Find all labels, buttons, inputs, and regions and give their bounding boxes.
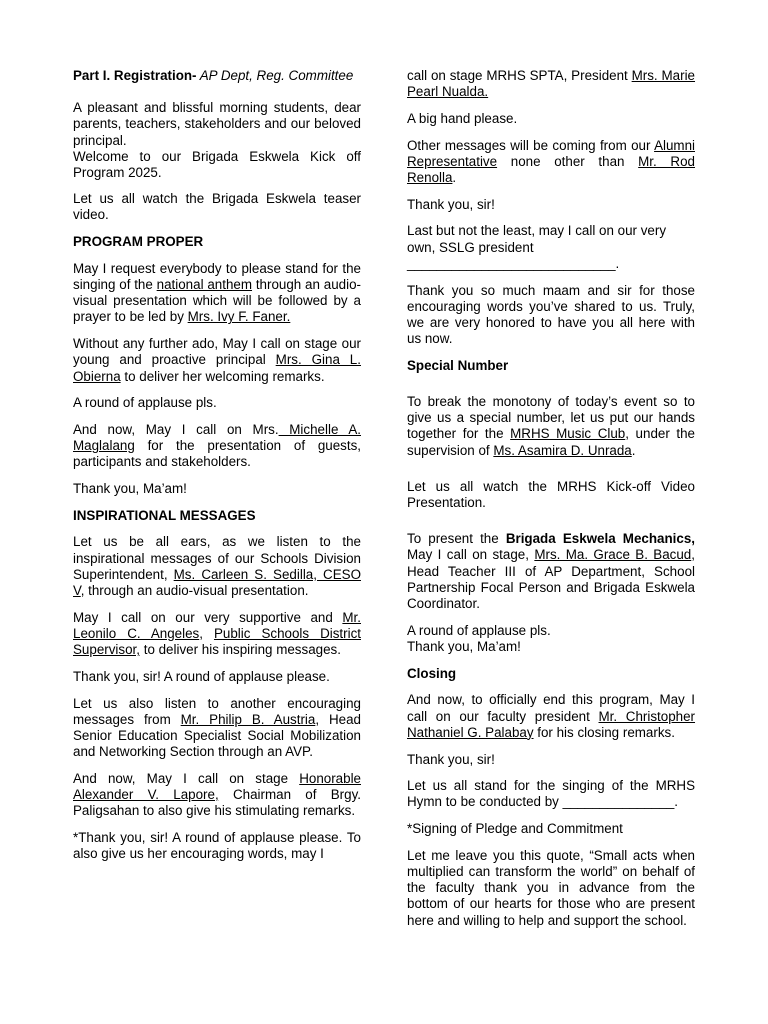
chairman-paragraph [73, 771, 361, 820]
principal-name: Mrs. Gina L. Obierna [73, 352, 361, 384]
spta-president-name: Mrs. Marie Pearl Nualda. [407, 68, 696, 100]
closing-paragraph [407, 692, 695, 741]
left-column [73, 68, 361, 873]
mechanics-paragraph [407, 531, 695, 612]
presenter-name: Michelle A. Maglalang [73, 421, 361, 454]
text: , through an audio-visual presentation. [80, 583, 309, 599]
text: through an audio-visual presentation which will be followed by a prayer to be led by [73, 277, 361, 325]
spta-intro-paragraph: *Thank you, sir! A round of applause please. To also give us her encouraging words, may I [73, 830, 361, 862]
text: to deliver his inspiring messages. [140, 642, 341, 658]
anthem-link: national anthem [156, 277, 253, 293]
registration-heading [73, 68, 361, 84]
program-proper-heading: PROGRAM PROPER [73, 234, 204, 250]
big-hand-line: A big hand please. [407, 110, 518, 126]
welcome-paragraph [73, 100, 361, 181]
music-club-paragraph [407, 394, 695, 459]
specialist-name: Mr. Philip B. Austria [180, 711, 316, 727]
inspirational-heading: INSPIRATIONAL MESSAGES [73, 507, 256, 523]
text: , Head Senior Education Specialist Social Mobilization and Networking Section through an AVP. [73, 711, 361, 760]
text: . [452, 170, 457, 186]
welcome-line1: A pleasant and blissful morning students, dear parents, teachers, stakeholders and our beloved principal. [73, 100, 361, 148]
quote-paragraph: Let me leave you this quote, “Small acts when multiplied can transform the world” on behalf of the faculty thank you in advance from the bottom of our hearts for those who are present here and willing to help and support the school. [407, 847, 695, 928]
text: Without any further ado, May I call on stage our young and proactive principal [73, 336, 361, 368]
video-paragraph: Let us all watch the MRHS Kick-off Video Presentation. [407, 478, 695, 511]
text: And now, May I call on stage [73, 770, 300, 786]
coordinator-name: Mrs. Ma. Grace B. Bacud [534, 547, 692, 563]
text: To break the monotony of today’s event so to give us a special number, let us put our hands together for the [407, 394, 695, 442]
text: Other messages will be coming from our [407, 137, 655, 153]
text: May I call on our very supportive and [73, 609, 343, 625]
text: call on stage MRHS SPTA, President [407, 68, 632, 83]
thanks-line: Thank you, Ma’am! [73, 481, 187, 497]
text: Let us also listen to another encouraging messages from [73, 695, 361, 727]
heading-italic: AP Dept, Reg. Committee [196, 68, 354, 83]
text: May I request everybody to please stand for the singing of the [73, 260, 361, 293]
honored-paragraph: Thank you so much maam and sir for those encouraging words you’ve shared to us. Truly, we are very honored to have you all here with us now. [407, 282, 695, 347]
text: for his closing remarks. [533, 724, 675, 740]
applause-line: A round of applause pls. [73, 395, 217, 411]
welcome-line2: Welcome to our Brigada Eskwela Kick off Program 2025. [73, 148, 361, 181]
text: Last but not the least, may I call on our very own, SSLG president [407, 223, 667, 255]
text: Chairman of Brgy. Paligsahan to also give his stimulating remarks. [73, 787, 362, 819]
pledge-line: *Signing of Pledge and Commitment [407, 821, 623, 837]
specialist-paragraph [73, 696, 361, 761]
sslg-blank: ____________________________. [407, 255, 620, 271]
principal-paragraph [73, 336, 361, 385]
spta-paragraph [407, 68, 695, 100]
sslg-paragraph [407, 223, 695, 272]
prayer-leader-name: Mrs. Ivy F. Faner. [187, 309, 291, 325]
text: to deliver her welcoming remarks. [120, 368, 325, 384]
faculty-president-name: Mr. Christopher Nathaniel G. Palabay [407, 708, 696, 740]
right-column [407, 68, 695, 939]
text: And now, May I call on Mrs. [73, 421, 279, 437]
text: A round of applause pls. [407, 622, 551, 638]
anthem-paragraph [73, 261, 361, 326]
thanks-applause-line: Thank you, sir! A round of applause please. [73, 668, 330, 684]
music-club-name: MRHS Music Club [510, 426, 626, 442]
guests-paragraph [73, 422, 361, 471]
special-number-heading: Special Number [407, 357, 509, 373]
text: Let us be all ears, as we listen to the inspirational messages of our Schools Division Superintendent, [73, 534, 361, 582]
thanks-sir-line: Thank you, sir! [407, 196, 495, 212]
text: none other than [497, 153, 639, 169]
alumni-label: Alumni Representative [407, 137, 695, 169]
text: Thank you, Ma’am! [407, 638, 521, 654]
text: for the presentation of guests, participants and stakeholders. [73, 438, 361, 470]
hymn-paragraph: Let us all stand for the singing of the MRHS Hymn to be conducted by _______________. [407, 778, 695, 810]
text: May I call on stage, [407, 547, 535, 563]
mechanics-title: Brigada Eskwela Mechanics, [505, 531, 695, 547]
sds-name: Ms. Carleen S. Sedilla, CESO V [73, 566, 361, 599]
thanks-sir-line-2: Thank you, sir! [407, 751, 495, 767]
teaser-paragraph: Let us all watch the Brigada Eskwela teaser video. [73, 191, 361, 223]
text: , Head Teacher III of AP Department, School Partnership Focal Person and Brigada Eskwela Coordinator. [407, 547, 695, 612]
closing-heading: Closing [407, 665, 457, 681]
text: To present the [407, 531, 506, 547]
supervisor-name: Mr. Leonilo C. Angeles [73, 609, 361, 641]
alumni-paragraph [407, 138, 695, 187]
text: , under the supervision of [407, 426, 696, 458]
alumni-name: Mr. Rod Renolla [407, 153, 695, 186]
text: . [631, 442, 636, 458]
music-supervisor-name: Ms. Asamira D. Unrada [493, 442, 632, 458]
supervisor-title: Public Schools District Supervisor, [73, 625, 361, 658]
chairman-name: Honorable Alexander V. Lapore, [73, 770, 361, 803]
heading-bold: Part I. Registration- [73, 68, 197, 83]
text: , [199, 625, 214, 641]
supervisor-paragraph [73, 610, 361, 659]
text: And now, to officially end this program, May I call on our faculty president [407, 692, 695, 724]
applause-thanks-paragraph [407, 623, 695, 655]
sds-paragraph [73, 534, 361, 599]
